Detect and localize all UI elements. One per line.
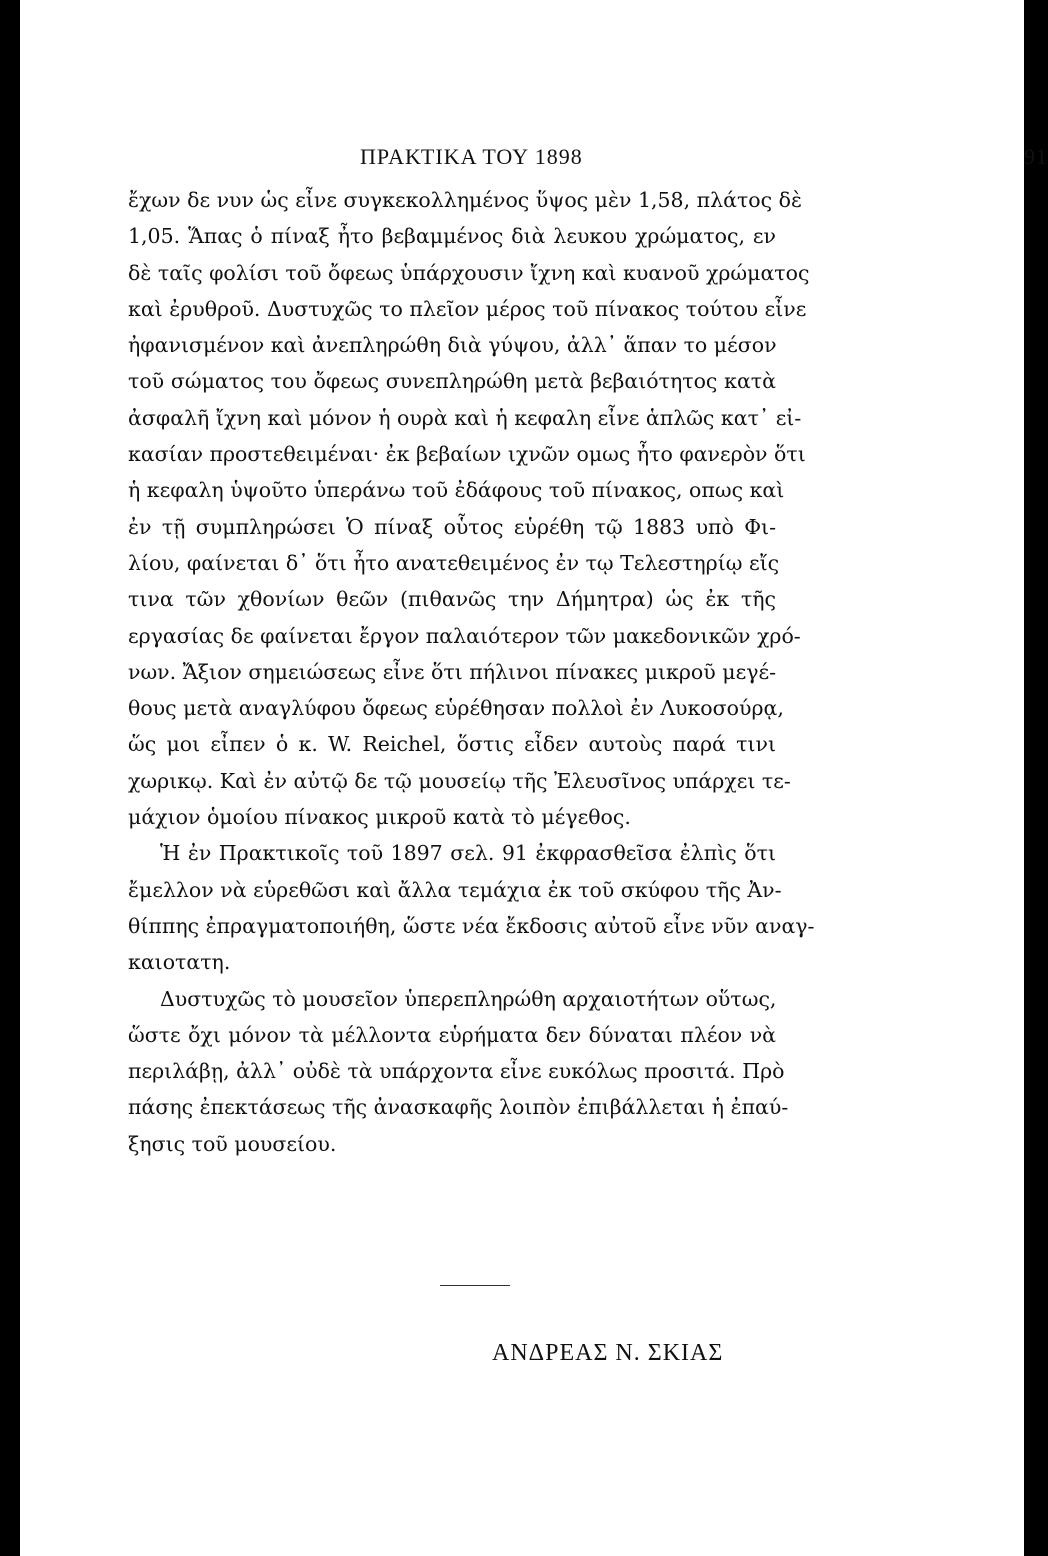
text-line: θίππης ἐπραγματοποιήθη, ὥστε νέα ἔκδοσις αὐτοῦ εἶνε νῦν αναγ- <box>128 913 815 938</box>
scan-border <box>0 0 20 1556</box>
text-line: ξησις τοῦ μουσείου. <box>128 1131 337 1156</box>
author-signature: ΑΝΔΡΕΑΣ Ν. ΣΚΙΑΣ <box>492 1340 724 1366</box>
running-title: ΠΡΑΚΤΙΚΑ ΤΟΥ 1898 <box>360 144 583 169</box>
text-line: θους μετὰ αναγλύφου ὄφεως εὑρέθησαν πολλοὶ ἐν Λυκοσούρᾳ, <box>128 696 784 721</box>
text-line: τινα τῶν χθονίων θεῶν (πιθανῶς την Δήμητρα) ὡς ἐκ τῆς <box>128 587 776 612</box>
text-line: 1,05. Ἅπας ὁ πίναξ ἦτο βεβαμμένος διὰ λευκου χρώματος, εν <box>128 224 776 249</box>
text-line: τοῦ σώματος του ὄφεως συνεπληρώθη μετὰ βεβαιότητος κατὰ <box>128 369 776 394</box>
text-line: ἔχων δε νυν ὡς εἶνε συγκεκολλημένος ὕψος μὲν 1,58, πλάτος δὲ <box>128 188 802 212</box>
text-line: καιοτατη. <box>128 950 231 975</box>
text-line: κασίαν προστεθειμέναι· ἐκ βεβαίων ιχνῶν ομως ἦτο φανερὸν ὅτι <box>128 442 806 467</box>
text-line: ἀσφαλῆ ἴχνη καὶ μόνον ἡ ουρὰ καὶ ἡ κεφαλη εἶνε ἁπλῶς κατ᾽ εἰ- <box>128 405 802 430</box>
body-text <box>128 182 815 1162</box>
text-line: χωρικῳ. Καὶ ἐν αὐτῷ δε τῷ μουσείῳ τῆς Ἐλευσῖνος υπάρχει τε- <box>128 768 791 793</box>
text-line: ἔμελλον νὰ εὑρεθῶσι καὶ ἄλλα τεμάχια ἐκ τοῦ σκύφου τῆς Ἀν- <box>128 877 782 902</box>
text-line: πάσης ἐπεκτάσεως τῆς ἀνασκαφῆς λοιπὸν ἐπιβάλλεται ἡ ἐπαύ- <box>128 1095 789 1120</box>
text-line: ἐν τῇ συμπληρώσει Ὁ πίναξ οὗτος εὑρέθη τῷ 1883 υπὸ Φι- <box>128 514 776 539</box>
page-number: 91 <box>1024 144 1048 169</box>
page-header <box>320 144 1048 184</box>
text-line: μάχιον ὁμοίου πίνακος μικροῦ κατὰ τὸ μέγεθος. <box>128 805 631 830</box>
text-line: ἠφανισμένον καὶ ἀνεπληρώθη διὰ γύψου, ἀλλ᾽ ἅπαν το μέσον <box>128 333 777 358</box>
text-line: Δυστυχῶς τὸ μουσεῖον ὑπερεπληρώθη αρχαιοτήτων οὕτως, <box>160 986 777 1011</box>
text-line: ὥστε ὄχι μόνον τὰ μέλλοντα εὑρήματα δεν δύναται πλέον νὰ <box>128 1022 776 1047</box>
text-line: λίου, φαίνεται δ᾽ ὅτι ἦτο ανατεθειμένος ἐν τῳ Τελεστηρίῳ εἴς <box>128 550 780 575</box>
text-line: ἡ κεφαλη ὑψοῦτο ὑπεράνω τοῦ ἐδάφους τοῦ πίνακος, οπως καὶ <box>128 478 785 503</box>
text-line: εργασίας δε φαίνεται ἔργον παλαιότερον τῶν μακεδονικῶν χρό- <box>128 623 801 648</box>
text-line: δὲ ταῖς φολίσι τοῦ ὄφεως ὑπάρχουσιν ἴχνη καὶ κυανοῦ χρώματος <box>128 260 810 285</box>
text-line: νων. Ἄξιον σημειώσεως εἶνε ὅτι πήλινοι πίνακες μικροῦ μεγέ- <box>128 659 776 684</box>
text-line: καὶ ἐρυθροῦ. Δυστυχῶς το πλεῖον μέρος τοῦ πίνακος τούτου εἶνε <box>128 296 807 321</box>
document-page <box>20 0 1048 1556</box>
text-line: Ἡ ἐν Πρακτικοῖς τοῦ 1897 σελ. 91 ἐκφρασθεῖσα ἐλπὶς ὅτι <box>160 841 776 866</box>
text-line: περιλάβῃ, ἀλλ᾽ οὐδὲ τὰ υπάρχοντα εἶνε ευκόλως προσιτά. Πρὸ <box>128 1059 785 1084</box>
text-line: ὥς μοι εἶπεν ὁ κ. W. Reichel, ὅστις εἶδεν αυτοὺς παρά τινι <box>128 732 776 757</box>
section-separator <box>440 1285 510 1286</box>
